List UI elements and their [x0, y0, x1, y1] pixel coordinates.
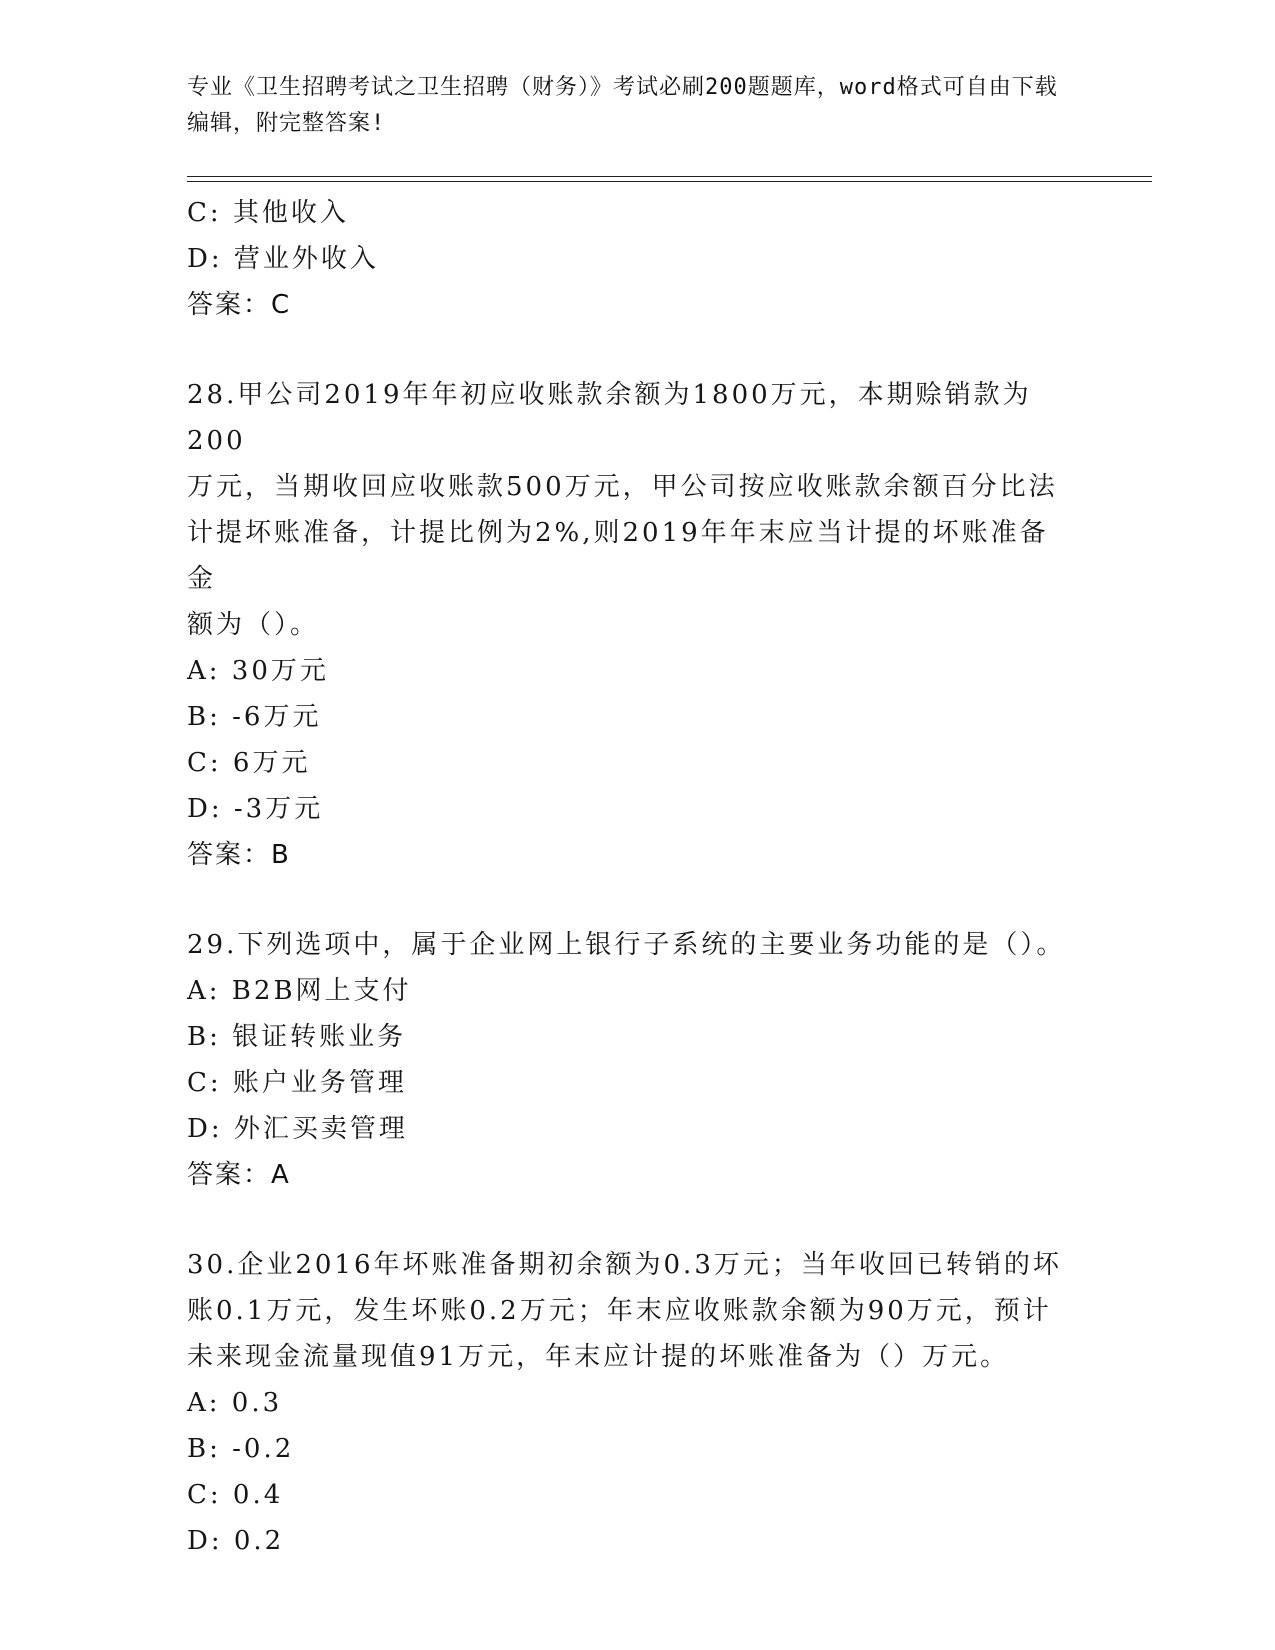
option-c: C: 账户业务管理 [187, 1068, 407, 1098]
option-d: D: 0.2 [187, 1526, 285, 1556]
question-stem-line: 万元，当期收回应收账款500万元，甲公司按应收账款余额百分比法 [187, 472, 1058, 502]
answer: 答案：C [187, 290, 292, 320]
option-d: D: -3万元 [187, 794, 324, 824]
question-29 [187, 922, 1087, 1198]
option-b: B: -0.2 [187, 1434, 295, 1464]
question-30 [187, 1242, 1087, 1564]
question-27 [187, 190, 1087, 328]
answer: 答案：A [187, 1160, 291, 1190]
page-header: 专业《卫生招聘考试之卫生招聘（财务）》考试必刷200题题库，word格式可自由下载编辑，附完整答案! [187, 75, 1058, 136]
question-stem-line: 29.下列选项中，属于企业网上银行子系统的主要业务功能的是（）。 [187, 930, 1066, 960]
document-body [187, 190, 1087, 1564]
answer: 答案：B [187, 840, 291, 870]
question-28 [187, 372, 1087, 878]
option-a: A: 0.3 [187, 1388, 283, 1418]
question-stem-line: 账0.1万元，发生坏账0.2万元；年末应收账款余额为90万元，预计 [187, 1296, 1052, 1326]
option-b: B: -6万元 [187, 702, 322, 732]
option-a: A: B2B网上支付 [187, 976, 412, 1006]
question-stem-line: 未来现金流量现值91万元，年末应计提的坏账准备为（）万元。 [187, 1342, 1010, 1372]
question-stem-line: 额为（）。 [187, 610, 320, 640]
option-d: D: 营业外收入 [187, 244, 379, 274]
question-stem-line: 计提坏账准备，计提比例为2%,则2019年年末应当计提的坏账准备金 [187, 518, 1049, 594]
question-stem-line: 28.甲公司2019年年初应收账款余额为1800万元，本期赊销款为200 [187, 380, 1032, 456]
option-c: C: 其他收入 [187, 198, 349, 228]
question-stem-line: 30.企业2016年坏账准备期初余额为0.3万元；当年收回已转销的坏 [187, 1250, 1062, 1280]
option-a: A: 30万元 [187, 656, 329, 686]
header-rule-bottom [187, 181, 1152, 182]
option-b: B: 银证转账业务 [187, 1022, 407, 1052]
header-rule-top [187, 176, 1152, 177]
option-d: D: 外汇买卖管理 [187, 1114, 408, 1144]
option-c: C: 6万元 [187, 748, 311, 778]
option-c: C: 0.4 [187, 1480, 284, 1510]
